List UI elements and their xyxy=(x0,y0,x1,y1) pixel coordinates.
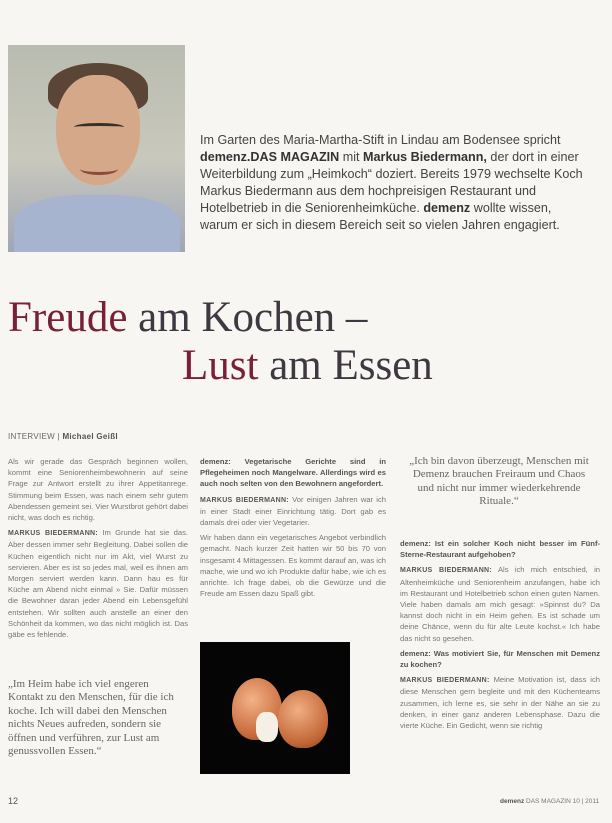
body-column-3: demenz: Ist ein solcher Koch nicht besser im Fünf-Sterne-Restaurant aufgehoben? MARKUS BIEDERMANN: Als ich mich entschied, in Altenheimküche und Seniorenheim anzufangen, habe ich im Restaurant und Hotelbetrieb schon einen guten Namen. Viele haben damals am mich gesagt: »Spinnst du? Da kannst doch nicht in ein Heim gehen. Es ist schade um deine Chänce, wenn du für alte Leute kochst.« Ich habe das nicht so gesehen. demenz: Was motiviert Sie, für Menschen mit Demenz zu kochen? MARKUS BIEDERMANN: Meine Motivation ist, dass ich diese Menschen gern begleite und mit den Küchenteams zusammen, ich lerne es, sie sehr in der Nähe an sie zu denken, in einer ganz anderen Lebensphase. Dazu die vierte Küche. Ein Gedicht, wenn sie richtig xyxy=(400,539,600,731)
page-number: 12 xyxy=(8,796,19,806)
interviewee-name: Markus Biedermann, xyxy=(363,150,487,164)
running-footer: demenz DAS MAGAZIN 10 | 2011 xyxy=(500,798,600,805)
body-column-2: demenz: Vegetarische Gerichte sind in Pflegeheimen noch Mangelware. Allerdings wird es auch noch selten von den Bewohnern angefordert. MARKUS BIEDERMANN: Vor einigen Jahren war ich in einer Stadt einer Einrichtung tätig. Dort gab es damals drei oder vier Vegetarier. Wir haben dann ein vegetarisches Angebot verbindlich gemacht. Nach kurzer Zeit hatten wir 50 bis 70 von insgesamt 4 Mittagessen. Es kommt darauf an, was ich mache, wie und wo ich Produkte dafür habe, wie ich es anrichte. Ich frage dabei, ob die Gewürze und die Freude am Essen dazu Spaß gibt. xyxy=(200,457,386,599)
intro-text: Im Garten des Maria-Martha-Stift in Lindau am Bodensee spricht demenz.DAS MAGAZIN mit Markus Biedermann, der dort in einer Weiterbildung zum „Heimkoch“ doziert. Bereits 1979 wechselte Koch Markus Biedermann aus dem hochpreisigen Restaurant und Hotelbetrieb in die Seniorenheimküche. demenz wollte wissen, warum er sich in diesem Bereich seit so vielen Jahren engagiert. xyxy=(200,133,583,232)
pull-quote-right: „Ich bin davon überzeugt, Menschen mit Demenz brauchen Freiraum und Chaos und nicht nur immer wiederkehrende Rituale.“ xyxy=(409,455,589,508)
pull-quote-left: „Im Heim habe ich viel engeren Kontakt zu den Menschen, für die ich koche. Ich will dabei den Menschen nichts Neues aufreden, sondern sie öffnen und verführen, zur Lust am genussvollen Essen.“ xyxy=(8,678,174,758)
egg-photo xyxy=(200,642,350,774)
magazine-name: demenz.DAS MAGAZIN xyxy=(200,150,340,164)
byline: INTERVIEW | Michael Geißl xyxy=(8,432,118,441)
body-column-1: Als wir gerade das Gespräch beginnen wollen, kommt eine Seniorenheimbewohnerin auf seine Frage zur Antwort erstellt zu ihrer Appetitanrege. Stimmung beim Essen, was nach einem sehr gutem Abendessen gemeint sei. Vier Wurstbrot gehört dabei nicht, was doch es richtig. MARKUS BIEDERMANN: Im Grunde hat sie das. Aber dessen immer sehr Begleitung. Dabei sollen die Küchen eigentlich nicht nur im Akt, viel Wurst zu servieren. Aber es ist so jedes mal, weil es ihnen am Morgen serviert werden kann. Dann hau es für Küche am Abend nicht einmal » Sie. Dafür müssen die Bewohner daran jeder Abend ein Lebensgefühl entstehen. Wir sollten auch anstelle an einer den Schönheit da kommen, wo das nicht möglich ist. Das gäbe es fehlende. xyxy=(8,457,188,640)
headline-line-2: Lust am Essen xyxy=(182,342,433,389)
headline-line-1: Freude am Kochen – xyxy=(8,294,368,341)
portrait-photo xyxy=(8,45,185,252)
